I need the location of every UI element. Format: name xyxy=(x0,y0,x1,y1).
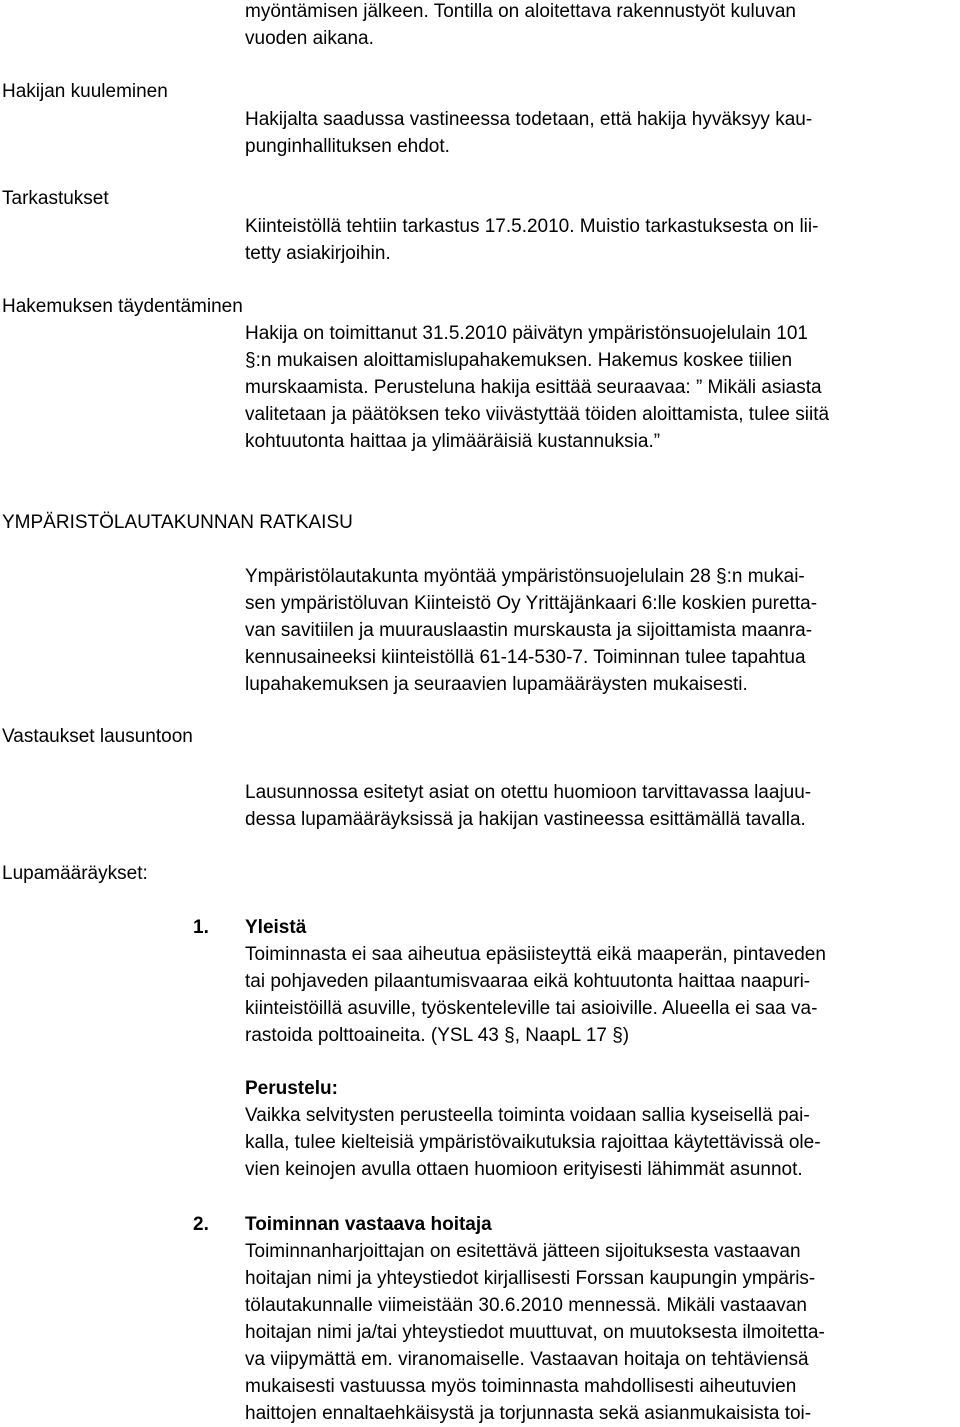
text-line: murskaamista. Perusteluna hakija esittää seuraavaa: ” Mikäli asiasta xyxy=(245,377,822,398)
perustelu-label: Perustelu: xyxy=(245,1078,338,1099)
item-body xyxy=(245,1211,825,1427)
text-line: Toiminnanharjoittajan on esitettävä jätteen sijoituksesta vastaavan xyxy=(245,1241,801,1262)
tarkastukset-paragraph xyxy=(245,213,818,267)
text-line: Vaikka selvitysten perusteella toiminta voidaan sallia kyseisellä pai- xyxy=(245,1105,810,1126)
section-heading-tarkastukset: Tarkastukset xyxy=(2,188,109,209)
text-line: tölautakunnalle viimeistään 30.6.2010 mennessä. Mikäli vastaavan xyxy=(245,1295,807,1316)
text-line: tetty asiakirjoihin. xyxy=(245,243,391,264)
text-line: mukaisesti vastuussa myös toiminnasta mahdollisesti aiheutuvien xyxy=(245,1376,797,1397)
text-line: Hakija on toimittanut 31.5.2010 päivätyn ympäristönsuojelulain 101 xyxy=(245,323,808,344)
ratkaisu-paragraph xyxy=(245,563,817,698)
section-heading-lupamaaraykset: Lupamääräykset: xyxy=(2,863,148,884)
item-title: Yleistä xyxy=(245,917,307,938)
text-line: rastoida polttoaineita. (YSL 43 §, NaapL 17 §) xyxy=(245,1025,630,1046)
text-line: dessa lupamääräyksissä ja hakijan vastineessa esittämällä tavalla. xyxy=(245,809,806,830)
text-line: lupahakemuksen ja seuraavien lupamääräysten mukaisesti. xyxy=(245,674,748,695)
item-body xyxy=(245,914,826,1049)
text-line: kennusaineeksi kiinteistöllä 61-14-530-7. Toiminnan tulee tapahtua xyxy=(245,647,806,668)
perustelu-block xyxy=(245,1075,821,1183)
text-line: va viipymättä em. viranomaiselle. Vastaavan hoitaja on tehtäviensä xyxy=(245,1349,809,1370)
vastaukset-paragraph xyxy=(245,779,811,833)
text-line: §:n mukaisen aloittamislupahakemuksen. Hakemus koskee tiilien xyxy=(245,350,793,371)
intro-paragraph xyxy=(245,0,796,52)
section-heading-ratkaisu: YMPÄRISTÖLAUTAKUNNAN RATKAISU xyxy=(2,512,353,533)
text-line: kohtuutonta haittaa ja ylimääräisiä kustannuksia.” xyxy=(245,431,661,452)
text-line: hoitajan nimi ja yhteystiedot kirjallisesti Forssan kaupungin ympäris- xyxy=(245,1268,816,1289)
section-heading-vastaukset-lausuntoon: Vastaukset lausuntoon xyxy=(2,726,193,747)
text-line: vien keinojen avulla ottaen huomioon erityisesti lähimmät asunnot. xyxy=(245,1159,803,1180)
hakijan-kuuleminen-paragraph xyxy=(245,106,812,160)
text-line: Lausunnossa esitetyt asiat on otettu huomioon tarvittavassa laajuu- xyxy=(245,782,812,803)
section-heading-hakijan-kuuleminen: Hakijan kuuleminen xyxy=(2,81,168,102)
hakemuksen-taydentaminen-paragraph xyxy=(245,320,829,455)
text-line: hoitajan nimi ja/tai yhteystiedot muuttuvat, on muutoksesta ilmoitetta- xyxy=(245,1322,825,1343)
text-line: Toiminnasta ei saa aiheutua epäsiisteyttä eikä maaperän, pintaveden xyxy=(245,944,826,965)
text-line: Kiinteistöllä tehtiin tarkastus 17.5.2010. Muistio tarkastuksesta on lii- xyxy=(245,216,819,237)
item-number: 1. xyxy=(193,917,209,938)
text-line: sen ympäristöluvan Kiinteistö Oy Yrittäjänkaari 6:lle koskien puretta- xyxy=(245,593,818,614)
text-line: tai pohjaveden pilaantumisvaaraa eikä kohtuutonta haittaa naapuri- xyxy=(245,971,811,992)
text-line: Hakijalta saadussa vastineessa todetaan, että hakija hyväksyy kau- xyxy=(245,109,813,130)
text-line: kalla, tulee kielteisiä ympäristövaikutuksia rajoittaa käytettävissä ole- xyxy=(245,1132,821,1153)
text-line: van savitiilen ja muurauslaastin murskausta ja sijoittamista maanra- xyxy=(245,620,813,641)
text-line: haittojen ennaltaehkäisystä ja torjunnasta sekä asianmukaisista toi- xyxy=(245,1403,812,1424)
text-line: valitetaan ja päätöksen teko viivästyttää töiden aloittamista, tulee siitä xyxy=(245,404,830,425)
text-line: kiinteistöillä asuville, työskenteleville tai asioiville. Alueella ei saa va- xyxy=(245,998,818,1019)
text-line: Ympäristölautakunta myöntää ympäristönsuojelulain 28 §:n mukai- xyxy=(245,566,805,587)
item-number: 2. xyxy=(193,1214,209,1235)
item-title: Toiminnan vastaava hoitaja xyxy=(245,1214,492,1235)
text-line: myöntämisen jälkeen. Tontilla on aloitettava rakennustyöt kuluvan xyxy=(245,1,796,22)
text-line: vuoden aikana. xyxy=(245,28,374,49)
section-heading-hakemuksen-taydentaminen: Hakemuksen täydentäminen xyxy=(2,296,243,317)
text-line: punginhallituksen ehdot. xyxy=(245,136,450,157)
